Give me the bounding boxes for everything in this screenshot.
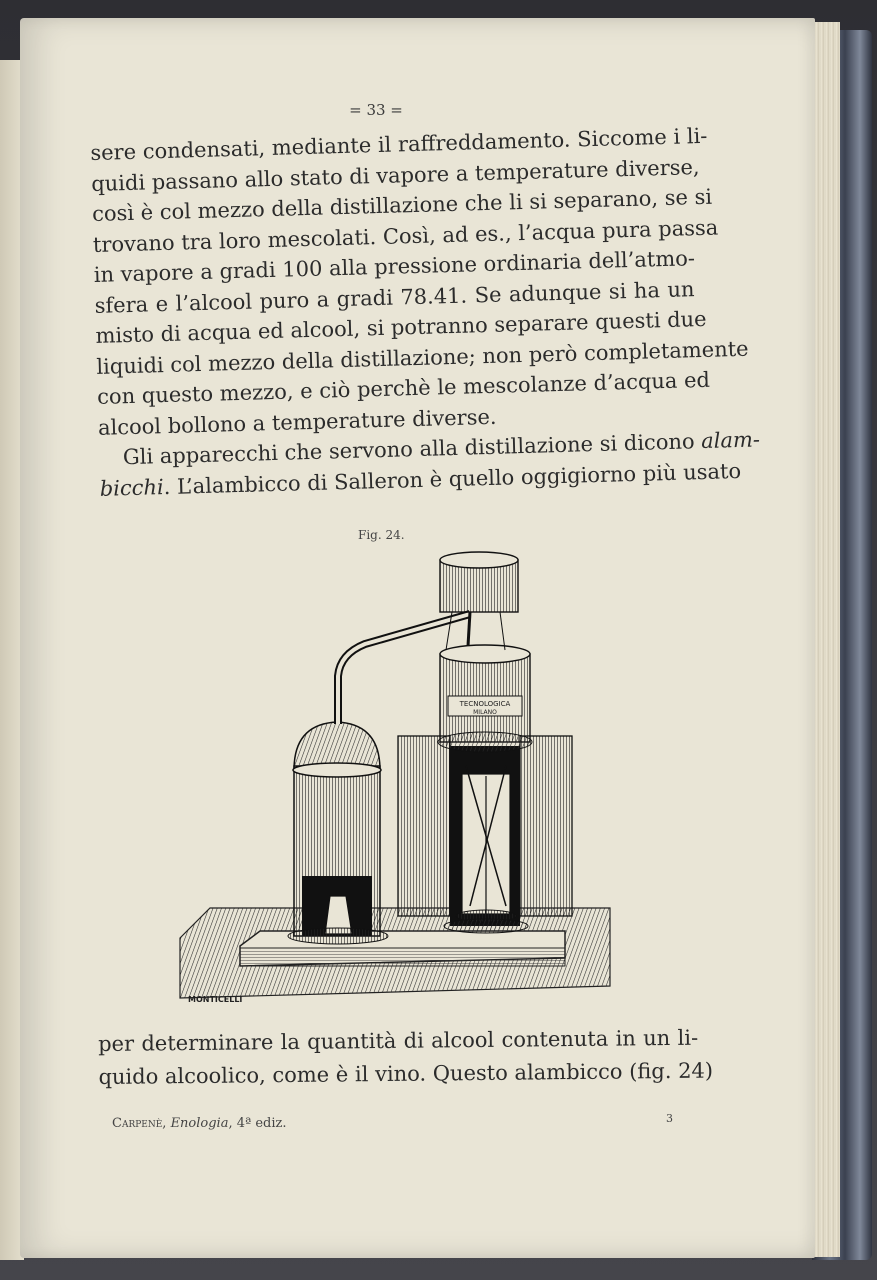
boiler — [288, 722, 388, 944]
figure-caption: Fig. 24. — [358, 528, 405, 542]
footer-author: Carpenè — [112, 1116, 163, 1131]
text-line: in vapore a gradi 100 alla pressione ordinaria dell’atmo- — [93, 246, 696, 287]
text-span: Gli apparecchi che servono alla distillazione si dicono — [122, 429, 702, 470]
footer-edition: , 4ª ediz. — [228, 1116, 287, 1131]
base-plank — [180, 908, 610, 998]
text-line: quidi passano allo stato di vapore a temperature diverse, — [90, 154, 700, 196]
cylinder-label-2: MILANO — [473, 709, 497, 716]
italic-term: alam- — [700, 427, 761, 454]
text-line: quido alcoolico, come è il vino. Questo alambicco (fig. 24) — [98, 1058, 714, 1089]
text-line: così è col mezzo della distillazione che li si separano, se si — [91, 184, 713, 226]
alembic-illustration — [170, 546, 620, 1008]
top-funnel-cup — [440, 552, 518, 650]
cylinder-label-1: TECNOLOGICA — [459, 700, 511, 708]
text-line: alcool bollono a temperature diverse. — [97, 404, 497, 440]
book-page — [20, 18, 815, 1258]
page-number: = 33 = — [349, 101, 403, 119]
body-text-top — [90, 121, 761, 504]
text-line: sfera e l’alcool puro a gradi 78.41. Se adunque si ha un — [94, 276, 695, 318]
footer-title: Enologia — [170, 1116, 229, 1131]
text-line: sere condensati, mediante il raffreddamento. Siccome i li- — [90, 123, 708, 165]
text-line: liquidi col mezzo della distillazione; non però completamente — [96, 336, 749, 379]
refrigerant-cylinder — [438, 645, 532, 752]
text-line: trovano tra loro mescolati. Così, ad es., l’acqua pura passa — [92, 214, 719, 257]
text-line: con questo mezzo, e ciò perchè le mescolanze d’acqua ed — [96, 367, 711, 409]
engraver-signature: MONTICELLI — [188, 995, 243, 1004]
text-line: misto di acqua ed alcool, si potranno separare questi due — [95, 306, 707, 348]
text-line: per determinare la quantità di alcool contenuta in un li- — [98, 1025, 699, 1056]
footer-citation: Carpenè, Enologia, 4ª ediz. — [112, 1116, 287, 1131]
body-text-bottom — [98, 1022, 714, 1094]
italic-term: bicchi — [99, 474, 165, 501]
text-span: . L’alambicco di Salleron è quello oggigiorno più usato — [163, 458, 742, 499]
signature-mark: 3 — [666, 1112, 673, 1125]
